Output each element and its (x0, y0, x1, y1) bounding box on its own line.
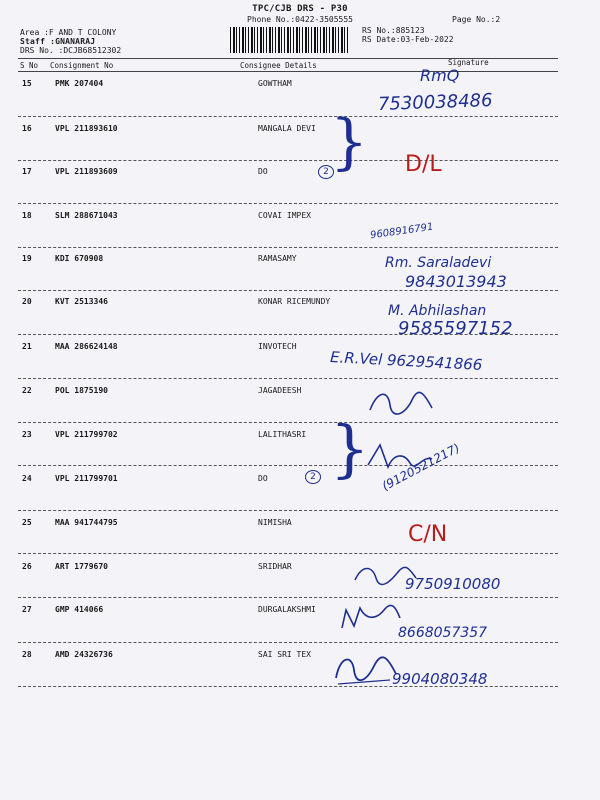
area-label: Area :F AND T COLONY (20, 28, 117, 37)
row-consignee: DO (258, 167, 268, 176)
row-consignment: ART 1779670 (55, 562, 108, 571)
row-consignee: KONAR RICEMUNDY (258, 297, 331, 306)
signature-19: Rm. Saraladevi (385, 255, 492, 271)
phone-21: E.R.Vel 9629541866 (329, 348, 483, 374)
row-divider (18, 247, 558, 248)
row-sno: 26 (22, 562, 32, 571)
row-consignment: VPL 211893609 (55, 167, 118, 176)
phone-18: 9608916791 (369, 221, 435, 242)
row-consignee: RAMASAMY (258, 254, 297, 263)
phone-15: 7530038486 (377, 90, 493, 115)
row-divider (18, 203, 558, 204)
row-consignment: POL 1875190 (55, 386, 108, 395)
signature-22 (360, 380, 440, 430)
signature-23 (360, 435, 440, 480)
signature-15: RmQ (420, 66, 460, 85)
row-sno: 28 (22, 650, 32, 659)
signature-27 (336, 596, 406, 636)
header-rule-bottom (18, 71, 558, 72)
row-divider (18, 378, 558, 379)
phone-27: 8668057357 (398, 625, 488, 641)
staff-label: Staff :GNANARAJ (20, 37, 96, 46)
row-consignee: DURGALAKSHMI (258, 605, 316, 614)
row-consignee: GOWTHAM (258, 79, 292, 88)
drs-number: DRS No. :DCJB68512302 (20, 46, 122, 55)
row-consignee: DO (258, 474, 268, 483)
row-sno: 27 (22, 605, 32, 614)
signature-28 (330, 648, 400, 688)
row-sno: 17 (22, 167, 32, 176)
row-sno: 16 (22, 124, 32, 133)
phone-number: Phone No.:0422-3505555 (247, 15, 353, 24)
row-sno: 23 (22, 430, 32, 439)
col-consignment: Consignment No (50, 61, 114, 70)
rs-number: RS No.:885123 (362, 26, 425, 35)
brace-23-24: } (330, 412, 370, 485)
row-sno: 20 (22, 297, 32, 306)
phone-28: 9904080348 (392, 670, 488, 688)
circle-note-2: 2 (305, 470, 321, 484)
row-consignment: KVT 2513346 (55, 297, 108, 306)
row-sno: 15 (22, 79, 32, 88)
row-consignment: SLM 288671043 (55, 211, 118, 220)
phone-19: 9843013943 (405, 272, 507, 291)
cn-mark: C/N (408, 522, 448, 547)
row-sno: 24 (22, 474, 32, 483)
row-divider (18, 510, 558, 511)
signature-26 (350, 560, 420, 590)
row-consignee: SAI SRI TEX (258, 650, 311, 659)
barcode (230, 27, 350, 53)
row-consignee: JAGADEESH (258, 386, 302, 395)
signature-20: M. Abhilashan (388, 303, 487, 319)
col-consignee: Consignee Details (240, 61, 317, 70)
row-consignee: SRIDHAR (258, 562, 292, 571)
row-divider (18, 422, 558, 423)
row-consignment: VPL 211893610 (55, 124, 118, 133)
row-consignment: MAA 286624148 (55, 342, 118, 351)
row-divider (18, 597, 558, 598)
row-consignment: MAA 941744795 (55, 518, 118, 527)
dl-mark: D/L (405, 152, 442, 177)
row-sno: 19 (22, 254, 32, 263)
row-consignment: PMK 207404 (55, 79, 104, 88)
phone-26: 9750910080 (405, 575, 501, 593)
row-divider (18, 642, 558, 643)
page-number: Page No.:2 (452, 15, 501, 24)
row-consignee: COVAI IMPEX (258, 211, 311, 220)
brace-16-17: } (330, 107, 369, 177)
col-signature: Signature (448, 58, 489, 67)
row-consignee: NIMISHA (258, 518, 292, 527)
phone-23: (9120521217) (379, 440, 462, 494)
row-divider (18, 160, 558, 161)
row-consignee: INVOTECH (258, 342, 297, 351)
row-divider (18, 465, 558, 466)
row-sno: 18 (22, 211, 32, 220)
row-sno: 25 (22, 518, 32, 527)
row-consignee: MANGALA DEVI (258, 124, 316, 133)
document-title: TPC/CJB DRS - P30 (252, 4, 348, 14)
row-consignment: GMP 414066 (55, 605, 104, 614)
rs-date: RS Date:03-Feb-2022 (362, 35, 454, 44)
circle-note-1: 2 (318, 165, 334, 179)
row-sno: 21 (22, 342, 32, 351)
col-sno: S No (20, 61, 39, 70)
row-divider (18, 116, 558, 117)
row-consignment: KDI 670908 (55, 254, 104, 263)
row-consignment: VPL 211799701 (55, 474, 118, 483)
row-consignee: LALITHASRI (258, 430, 307, 439)
row-consignment: AMD 24326736 (55, 650, 113, 659)
row-divider (18, 553, 558, 554)
phone-20: 9585597152 (398, 318, 513, 339)
row-consignment: VPL 211799702 (55, 430, 118, 439)
row-sno: 22 (22, 386, 32, 395)
